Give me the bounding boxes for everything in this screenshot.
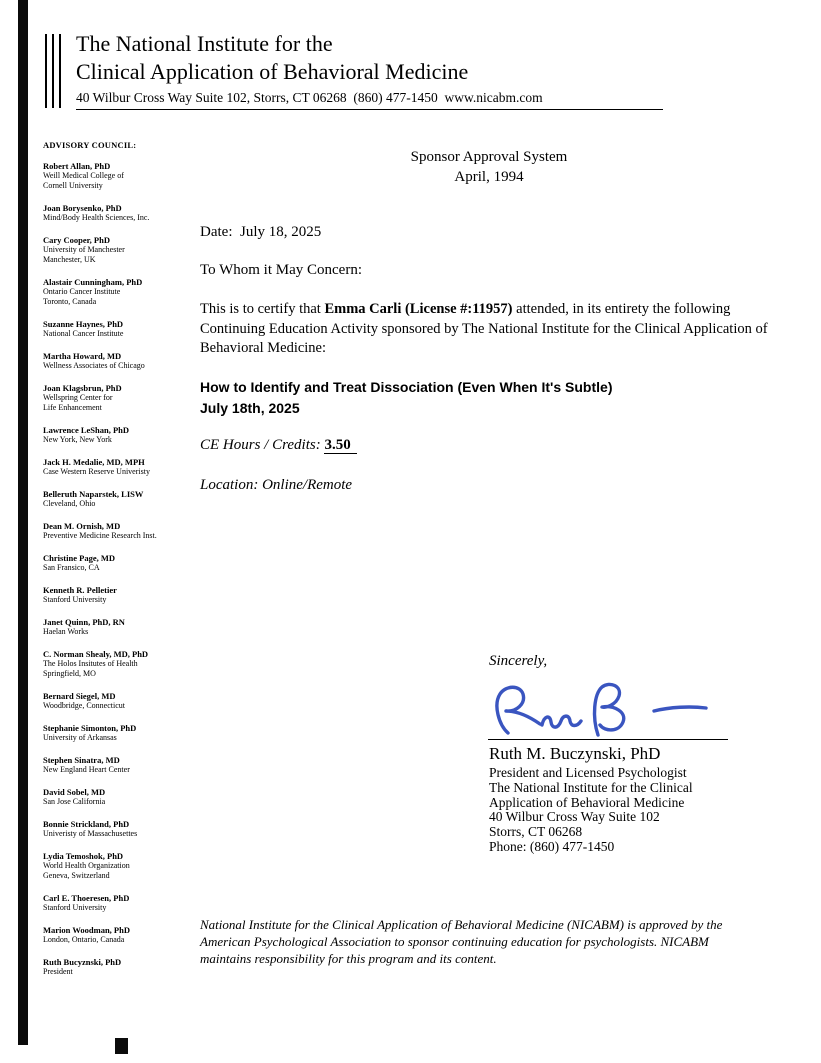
- signer-info-line: The National Institute for the Clinical: [489, 779, 693, 795]
- member-lines: [43, 361, 195, 371]
- advisory-council: [43, 140, 195, 989]
- member-lines: [43, 659, 195, 679]
- member-lines: [43, 467, 195, 477]
- signer-info-line: Phone: (860) 477-1450: [489, 838, 615, 854]
- member-lines: [43, 903, 195, 913]
- member-name: Belleruth Naparstek, LISW: [43, 489, 144, 499]
- scan-corner-mark: [115, 1038, 128, 1054]
- member-lines: [43, 171, 195, 191]
- signer-info-line: Application of Behavioral Medicine: [489, 794, 685, 810]
- member-name: Lawrence LeShan, PhD: [43, 425, 130, 435]
- sponsor-date-line: April, 1994: [454, 169, 524, 185]
- member-affiliation-line: World Health Organization: [43, 861, 130, 870]
- certify-paragraph: [200, 300, 778, 359]
- member-name: Stephanie Simonton, PhD: [43, 723, 137, 733]
- advisory-member: [43, 957, 195, 977]
- member-affiliation-line: Toronto, Canada: [43, 297, 97, 306]
- closing-sincerely: Sincerely,: [489, 653, 548, 669]
- member-lines: [43, 393, 195, 413]
- nicabm-logo-icon: [45, 34, 66, 108]
- member-lines: [43, 627, 195, 637]
- apa-approval-footer-line: American Psychological Association to sponsor continuing education for psychologists. NICABM: [200, 934, 709, 949]
- member-lines: [43, 329, 195, 339]
- member-name: Jack H. Medalie, MD, MPH: [43, 457, 145, 467]
- member-name: Alastair Cunningham, PhD: [43, 277, 143, 287]
- apa-approval-footer: [200, 916, 812, 967]
- course-block: [200, 377, 778, 419]
- member-name: Christine Page, MD: [43, 553, 116, 563]
- member-affiliation-line: Univeristy of Massachusettes: [43, 829, 138, 838]
- member-affiliation-line: Wellness Associates of Chicago: [43, 361, 145, 370]
- advisory-member: [43, 457, 195, 477]
- member-lines: [43, 245, 195, 265]
- member-affiliation-line: The Holos Insitutes of Health: [43, 659, 138, 668]
- member-name: Joan Borysenko, PhD: [43, 203, 122, 213]
- certify-suffix: attended, in its entirety the following Continuing Education Activity sponsored by The National Institute for the Clinical Application of Behavioral Medicine:: [200, 301, 768, 356]
- apa-approval-footer-line: maintains responsibility for this program and its content.: [200, 951, 497, 966]
- advisory-member: [43, 691, 195, 711]
- letterhead-text: [76, 30, 663, 110]
- ce-hours-line: [200, 436, 778, 455]
- member-name: Suzanne Haynes, PhD: [43, 319, 124, 329]
- advisory-member: [43, 851, 195, 881]
- signer-info-line: President and Licensed Psychologist: [489, 765, 687, 780]
- letter-body: [200, 147, 778, 495]
- member-name: Janet Quinn, PhD, RN: [43, 617, 125, 627]
- member-lines: [43, 765, 195, 775]
- advisory-member: [43, 383, 195, 413]
- member-affiliation-line: Woodbridge, Connecticut: [43, 701, 126, 710]
- member-name: Ruth Bucyznski, PhD: [43, 957, 122, 967]
- signer-info-line: Storrs, CT 06268: [489, 824, 583, 840]
- member-name: Robert Allan, PhD: [43, 161, 111, 171]
- advisory-member: [43, 755, 195, 775]
- member-name: David Sobel, MD: [43, 787, 106, 797]
- member-lines: [43, 935, 195, 945]
- member-lines: [43, 435, 195, 445]
- advisory-member: [43, 819, 195, 839]
- member-name: Marion Woodman, PhD: [43, 925, 130, 935]
- advisory-member: [43, 787, 195, 807]
- advisory-member: [43, 319, 195, 339]
- member-affiliation-line: University of Arkansas: [43, 733, 117, 742]
- member-name: Stephen Sinatra, MD: [43, 755, 120, 765]
- member-affiliation-line: Geneva, Switzerland: [43, 871, 110, 880]
- member-name: Dean M. Ornish, MD: [43, 521, 121, 531]
- member-name: Lydia Temoshok, PhD: [43, 851, 124, 861]
- sponsor-system-line: Sponsor Approval System: [410, 149, 568, 165]
- member-lines: [43, 733, 195, 743]
- apa-approval-footer-line: National Institute for the Clinical Application of Behavioral Medicine (NICABM) is approved by the: [200, 917, 723, 932]
- advisory-member: [43, 351, 195, 371]
- advisory-member: [43, 235, 195, 265]
- advisory-list: [43, 161, 195, 977]
- member-lines: [43, 797, 195, 807]
- member-affiliation-line: Stanford University: [43, 595, 107, 604]
- advisory-member: [43, 925, 195, 945]
- member-lines: [43, 287, 195, 307]
- member-affiliation-line: London, Ontario, Canada: [43, 935, 125, 944]
- salutation: To Whom it May Concern:: [200, 262, 362, 278]
- signature-line: [488, 739, 728, 740]
- certify-prefix: This is to certify that: [200, 301, 325, 317]
- advisory-member: [43, 161, 195, 191]
- advisory-member: [43, 425, 195, 445]
- member-affiliation-line: Cornell University: [43, 181, 103, 190]
- advisory-member: [43, 617, 195, 637]
- member-affiliation-line: University of Manchester: [43, 245, 125, 254]
- ce-hours-label: CE Hours / Credits:: [200, 436, 325, 453]
- advisory-heading: ADVISORY COUNCIL:: [43, 140, 137, 150]
- course-date: July 18th, 2025: [200, 399, 300, 416]
- member-lines: [43, 967, 195, 977]
- member-affiliation-line: Haelan Works: [43, 627, 89, 636]
- member-affiliation-line: New England Heart Center: [43, 765, 130, 774]
- member-affiliation-line: San Jose California: [43, 797, 106, 806]
- member-lines: [43, 563, 195, 573]
- advisory-member: [43, 489, 195, 509]
- member-name: Carl E. Thoeresen, PhD: [43, 893, 130, 903]
- member-lines: [43, 829, 195, 839]
- member-lines: [43, 701, 195, 711]
- location-line: Location: Online/Remote: [200, 476, 353, 493]
- member-name: Bonnie Strickland, PhD: [43, 819, 130, 829]
- member-lines: [43, 499, 195, 509]
- signature-ink-icon: [486, 681, 736, 741]
- member-name: C. Norman Shealy, MD, PhD: [43, 649, 149, 659]
- member-affiliation-line: Manchester, UK: [43, 255, 96, 264]
- signer-name: Ruth M. Buczynski, PhD: [489, 744, 661, 763]
- member-affiliation-line: San Fransico, CA: [43, 563, 100, 572]
- letterhead: [45, 30, 663, 110]
- member-affiliation-line: Wellspring Center for: [43, 393, 113, 402]
- member-affiliation-line: Life Enhancement: [43, 403, 102, 412]
- member-affiliation-line: Cleveland, Ohio: [43, 499, 96, 508]
- member-lines: [43, 531, 195, 541]
- member-affiliation-line: National Cancer Institute: [43, 329, 124, 338]
- member-name: Joan Klagsbrun, PhD: [43, 383, 122, 393]
- signer-info-line: 40 Wilbur Cross Way Suite 102: [489, 809, 660, 825]
- member-lines: [43, 213, 195, 223]
- member-name: Kenneth R. Pelletier: [43, 585, 117, 595]
- advisory-member: [43, 521, 195, 541]
- member-affiliation-line: Case Western Reserve Univeristy: [43, 467, 150, 476]
- member-name: Martha Howard, MD: [43, 351, 122, 361]
- member-affiliation-line: Mind/Body Health Sciences, Inc.: [43, 213, 150, 222]
- member-affiliation-line: Stanford University: [43, 903, 107, 912]
- member-lines: [43, 861, 195, 881]
- member-name: Bernard Siegel, MD: [43, 691, 116, 701]
- ce-hours-value: 3.50: [324, 437, 356, 454]
- advisory-member: [43, 893, 195, 913]
- member-affiliation-line: Springfield, MO: [43, 669, 96, 678]
- advisory-member: [43, 203, 195, 223]
- course-title: How to Identify and Treat Dissociation (Even When It's Subtle): [200, 378, 613, 395]
- org-title-line1: The National Institute for the: [76, 31, 333, 56]
- letter-date: Date: July 18, 2025: [200, 224, 322, 240]
- attendee-name: Emma Carli (License #:11957): [324, 301, 513, 317]
- advisory-member: [43, 585, 195, 605]
- member-affiliation-line: New York, New York: [43, 435, 112, 444]
- scan-edge-bar: [18, 0, 28, 1045]
- member-name: Cary Cooper, PhD: [43, 235, 110, 245]
- member-lines: [43, 595, 195, 605]
- advisory-member: [43, 277, 195, 307]
- sponsor-approval-block: [200, 147, 778, 187]
- member-affiliation-line: President: [43, 967, 73, 976]
- signer-info: [489, 766, 693, 855]
- advisory-member: [43, 553, 195, 573]
- org-title-line2: Clinical Application of Behavioral Medicine: [76, 59, 469, 84]
- advisory-member: [43, 649, 195, 679]
- member-affiliation-line: Ontario Cancer Institute: [43, 287, 121, 296]
- member-affiliation-line: Weill Medical College of: [43, 171, 124, 180]
- member-affiliation-line: Preventive Medicine Research Inst.: [43, 531, 157, 540]
- advisory-member: [43, 723, 195, 743]
- org-address: 40 Wilbur Cross Way Suite 102, Storrs, CT 06268 (860) 477-1450 www.nicabm.com: [76, 90, 663, 110]
